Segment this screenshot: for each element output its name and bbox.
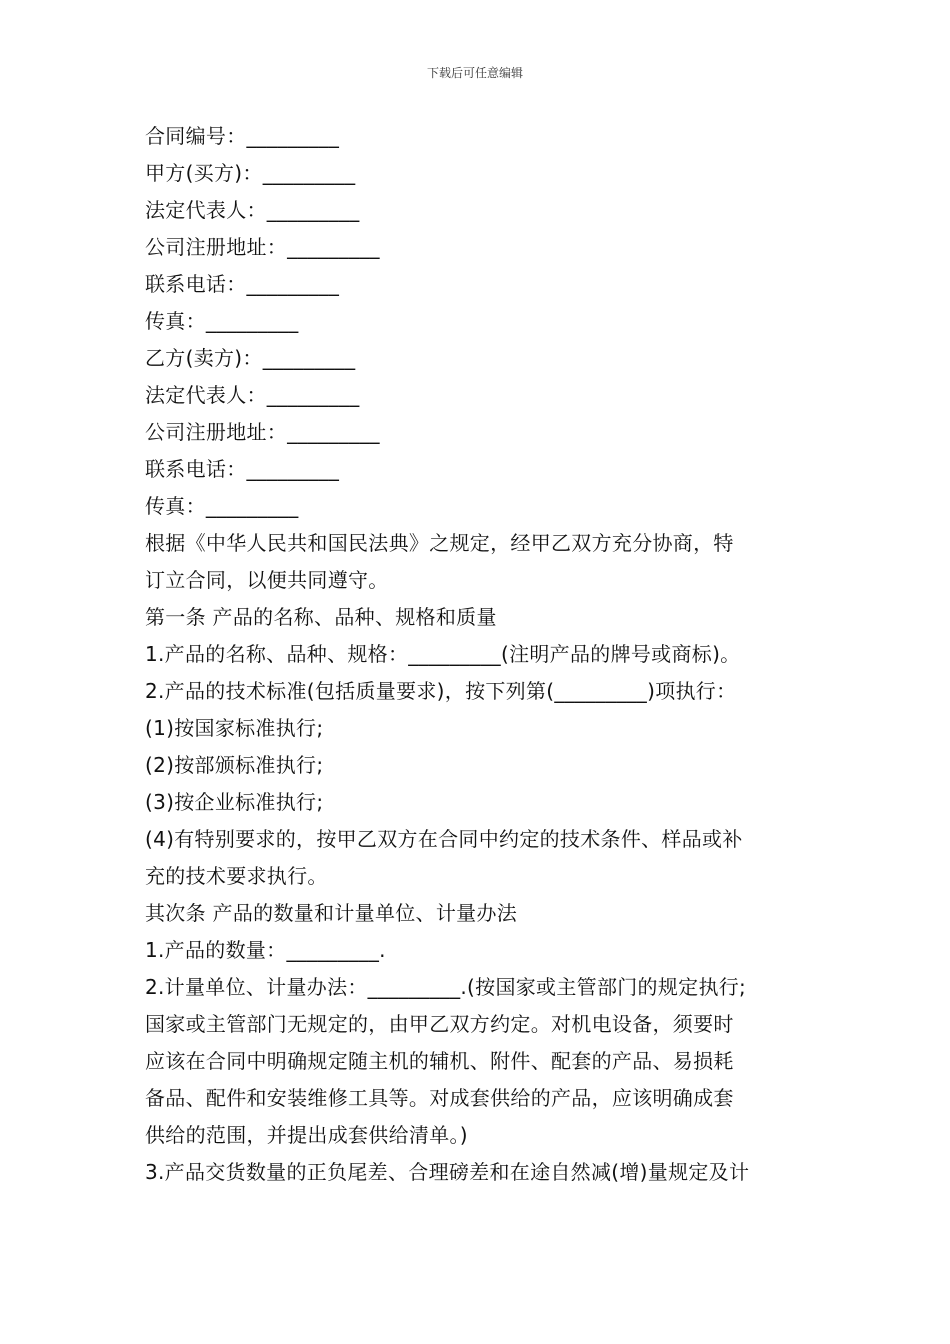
- article-1-option-4-line-1: (4)有特别要求的，按甲乙双方在合同中约定的技术条件、样品或补: [145, 827, 743, 851]
- article-1-option-1: (1)按国家标准执行;: [145, 716, 324, 740]
- contract-number-line: 合同编号：_________: [145, 124, 340, 148]
- party-b-fax-line: 传真：_________: [145, 494, 299, 518]
- preamble-line-2: 订立合同，以便共同遵守。: [145, 568, 389, 592]
- contract-body: [145, 118, 810, 1191]
- article-2-heading: 其次条 产品的数量和计量单位、计量办法: [145, 901, 518, 925]
- party-b-line: 乙方(卖方)：_________: [145, 346, 356, 370]
- article-2-item-2-line-1: 2.计量单位、计量办法：_________.(按国家或主管部门的规定执行;: [145, 975, 747, 999]
- article-1-option-4-line-2: 充的技术要求执行。: [145, 864, 328, 888]
- party-b-representative-line: 法定代表人：_________: [145, 383, 360, 407]
- article-1-item-2: 2.产品的技术标准(包括质量要求)，按下列第(_________)项执行：: [145, 679, 737, 703]
- article-2-item-3-line-1: 3.产品交货数量的正负尾差、合理磅差和在途自然减(增)量规定及计: [145, 1160, 750, 1184]
- party-a-phone-line: 联系电话：_________: [145, 272, 340, 296]
- article-1-option-3: (3)按企业标准执行;: [145, 790, 324, 814]
- party-b-phone-line: 联系电话：_________: [145, 457, 340, 481]
- party-a-fax-line: 传真：_________: [145, 309, 299, 333]
- party-b-address-line: 公司注册地址：_________: [145, 420, 380, 444]
- article-1-item-1: 1.产品的名称、品种、规格：_________(注明产品的牌号或商标)。: [145, 642, 741, 666]
- article-2-item-2-line-3: 应该在合同中明确规定随主机的辅机、附件、配套的产品、易损耗: [145, 1049, 734, 1073]
- article-1-heading: 第一条 产品的名称、品种、规格和质量: [145, 605, 497, 629]
- article-1-option-2: (2)按部颁标准执行;: [145, 753, 324, 777]
- article-2-item-1: 1.产品的数量：_________.: [145, 938, 386, 962]
- party-a-line: 甲方(买方)：_________: [145, 161, 356, 185]
- article-2-item-2-line-5: 供给的范围，并提出成套供给清单。): [145, 1123, 468, 1147]
- party-a-representative-line: 法定代表人：_________: [145, 198, 360, 222]
- preamble-line-1: 根据《中华人民共和国民法典》之规定，经甲乙双方充分协商，特: [145, 531, 734, 555]
- party-a-address-line: 公司注册地址：_________: [145, 235, 380, 259]
- article-2-item-2-line-2: 国家或主管部门无规定的，由甲乙双方约定。对机电设备，须要时: [145, 1012, 734, 1036]
- article-2-item-2-line-4: 备品、配件和安装维修工具等。对成套供给的产品，应该明确成套: [145, 1086, 734, 1110]
- page-header-note: 下载后可任意编辑: [426, 66, 523, 80]
